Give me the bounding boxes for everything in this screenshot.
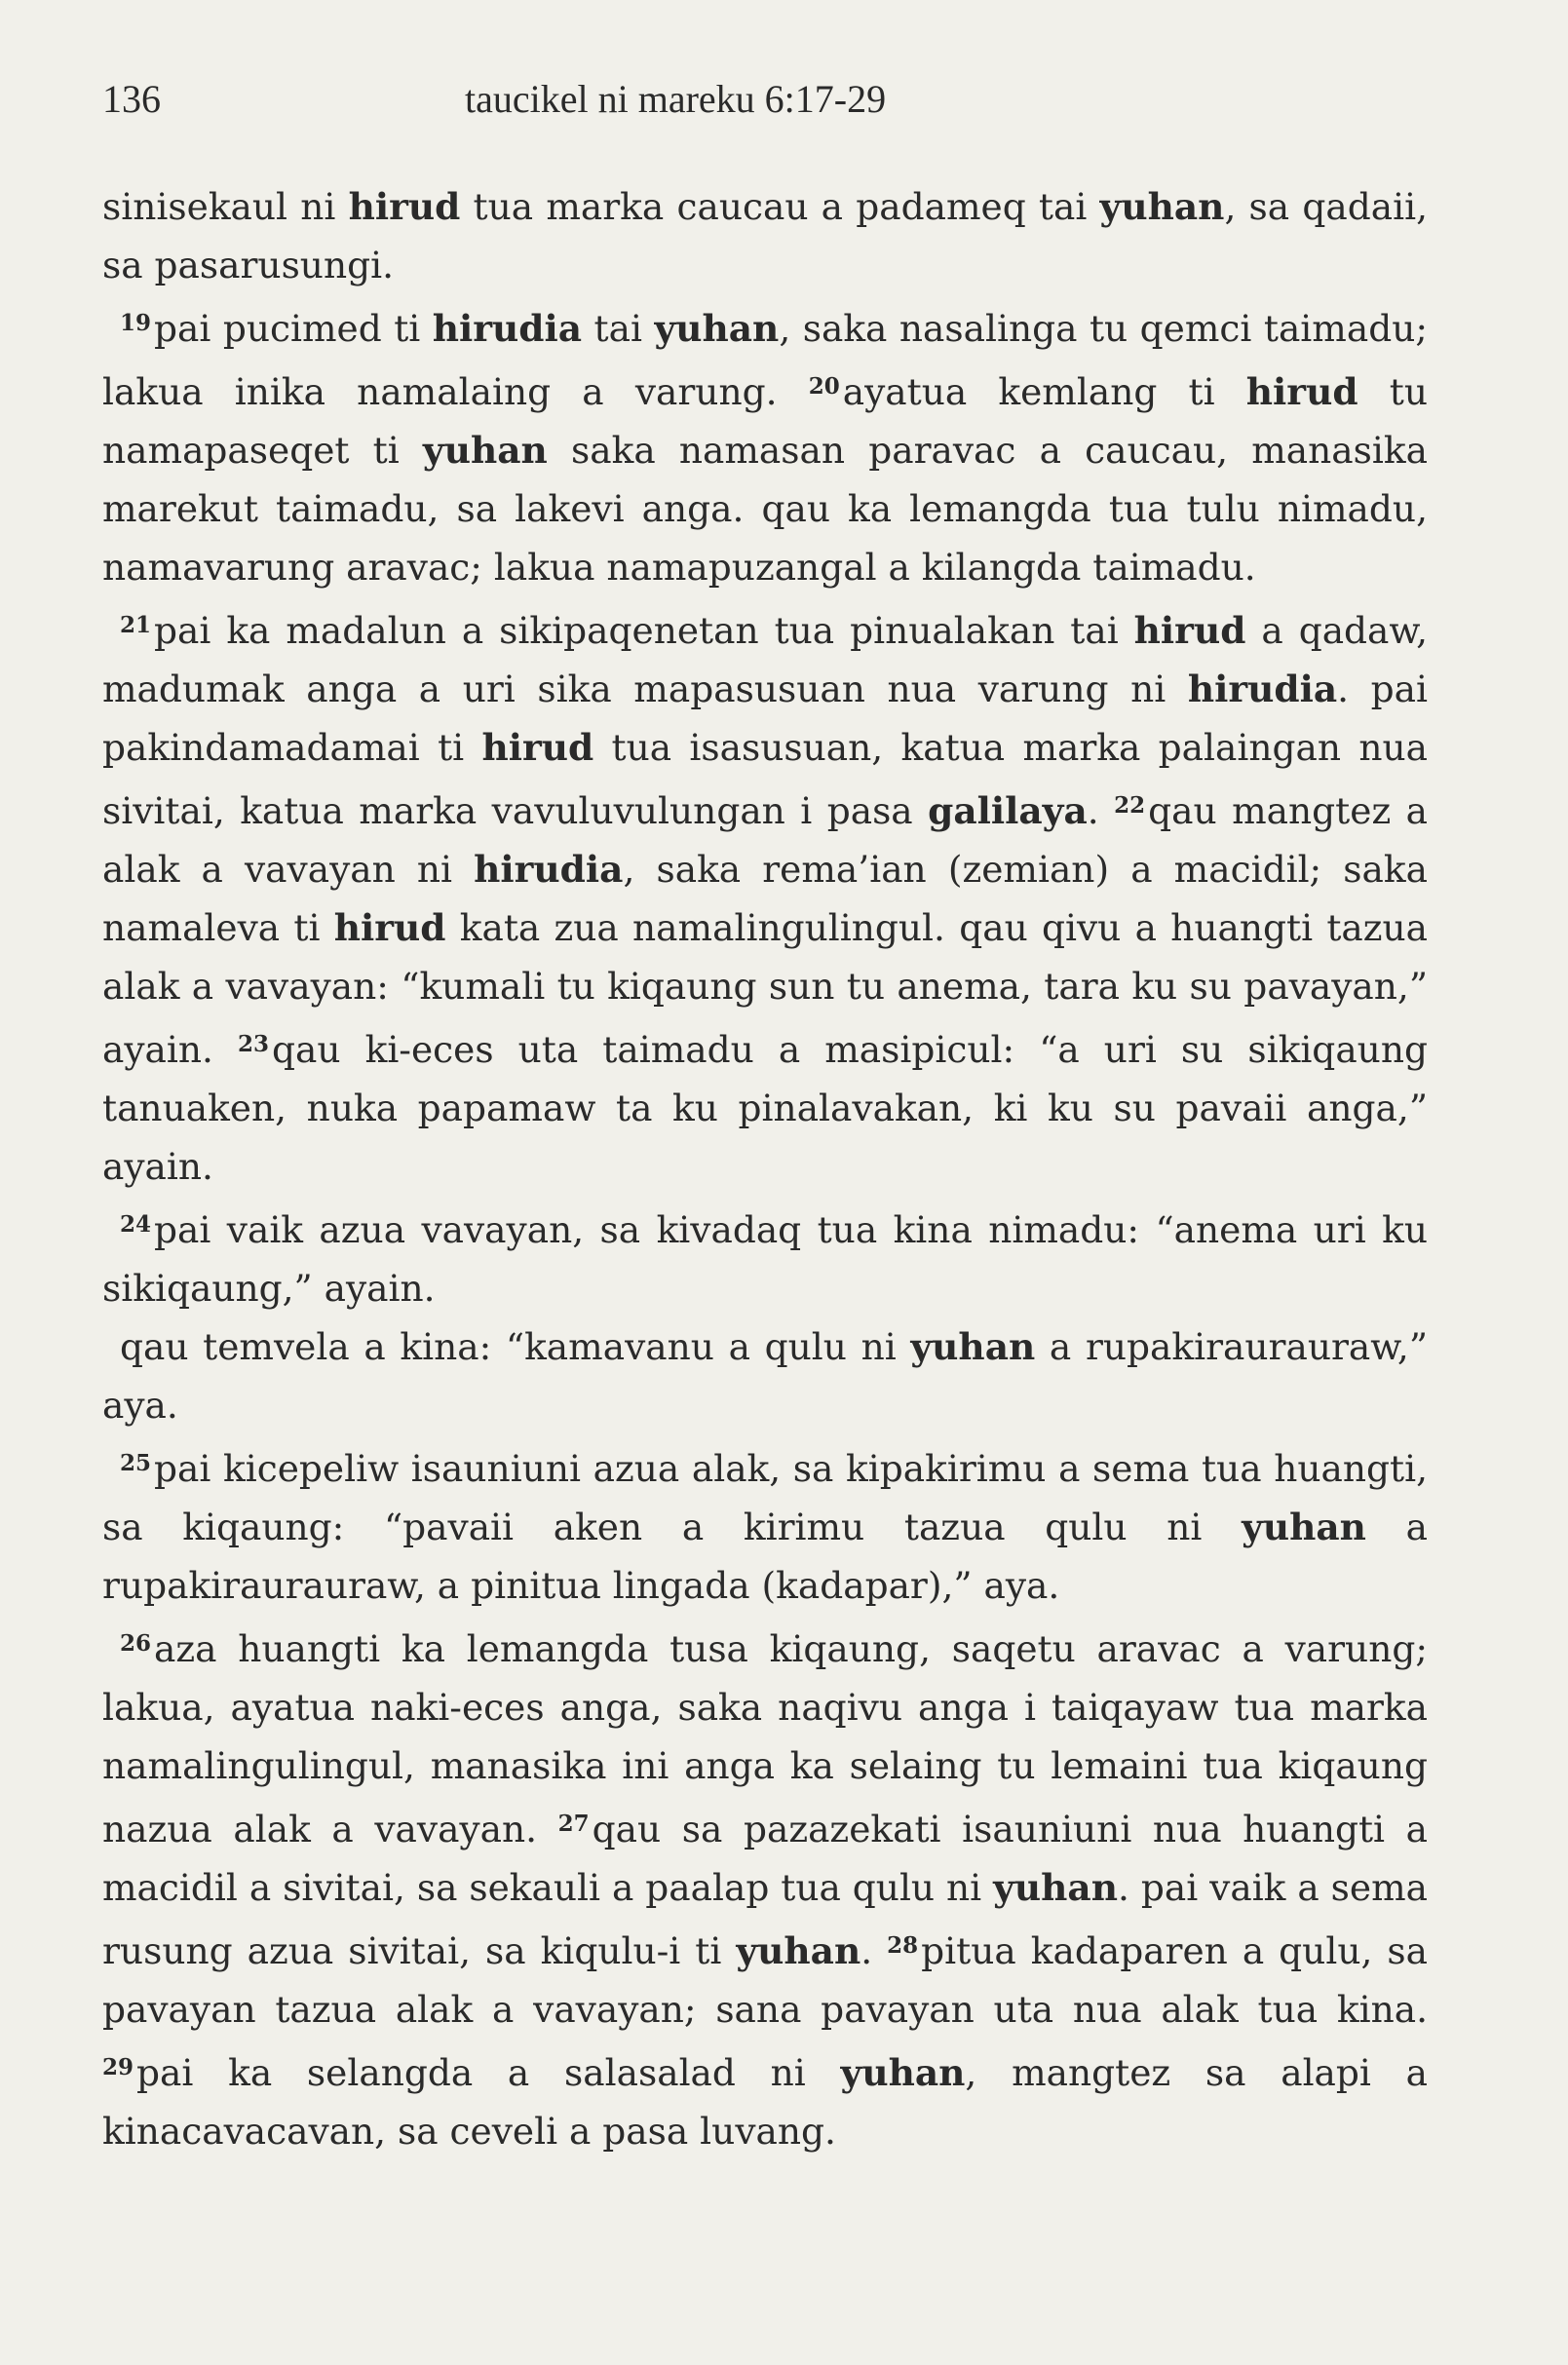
- text-run: a rupakiraurauraw, a pinitua lingada (kadapar),” aya.: [102, 1506, 1428, 1607]
- verse-number: 27: [557, 1811, 590, 1837]
- text-run: aza huangti ka lemangda tusa kiqaung, saqetu aravac a varung; lakua, ayatua naki-eces anga, saka naqivu anga i taiqayaw tua marka namalingulingul, manasika ini anga ka selaing tu lemaini tua kiqaung nazua alak a vavayan.: [102, 1627, 1428, 1850]
- verse-number: 21: [120, 612, 152, 638]
- verse-number: 24: [120, 1211, 152, 1238]
- paragraph: [102, 1615, 1428, 2160]
- text-run: sinisekaul ni: [102, 185, 349, 228]
- text-run: . pai pakindamadamai ti: [102, 668, 1428, 769]
- text-run: kata zua namalingulingul. qau qivu a huangti tazua alak a vavayan: “kumali tu kiqaung sun tu anema, tara ku su pavayan,” ayain.: [102, 906, 1429, 1071]
- verse-number: 20: [808, 373, 840, 400]
- bold-name: hirudia: [1187, 668, 1338, 710]
- bold-name: galilaya: [928, 789, 1088, 832]
- bold-name: yuhan: [1099, 185, 1225, 228]
- text-run: pai ka selangda a salasalad ni: [136, 2051, 841, 2094]
- paragraph: [102, 1196, 1428, 1317]
- verse-number: 22: [1114, 792, 1146, 819]
- text-run: , mangtez sa alapi a kinacavacavan, sa ceveli a pasa luvang.: [102, 2051, 1428, 2153]
- text-run: tai: [582, 307, 655, 350]
- text-run: , sa qadaii, sa pasarusungi.: [102, 185, 1428, 286]
- verse-number: 26: [120, 1630, 152, 1657]
- text-run: qau temvela a kina: “kamavanu a qulu ni: [120, 1325, 911, 1368]
- bold-name: hirud: [348, 185, 461, 228]
- bold-name: hirud: [333, 906, 446, 949]
- text-run: tua isasusuan, katua marka palaingan nua sivitai, katua marka vavuluvulungan i pasa: [102, 726, 1429, 832]
- text-run: pitua kadaparen a qulu, sa pavayan tazua alak a vavayan; sana pavayan uta nua alak tua kina.: [102, 1929, 1428, 2031]
- paragraph: [102, 596, 1428, 1196]
- verse-number: 19: [120, 310, 152, 336]
- verse-number: 28: [887, 1932, 919, 1959]
- text-run: a rupakiraurauraw,” aya.: [102, 1325, 1428, 1427]
- bold-name: yuhan: [910, 1325, 1036, 1368]
- verse-number: 25: [120, 1450, 152, 1476]
- text-run: . pai vaik a sema rusung azua sivitai, sa kiqulu-i ti: [102, 1866, 1428, 1972]
- text-run: pai kicepeliw isauniuni azua alak, sa kipakirimu a sema tua huangti, sa kiqaung: “pavaii aken a kirimu tazua qulu ni: [102, 1447, 1428, 1548]
- text-run: qau mangtez a alak a vavayan ni: [102, 789, 1428, 891]
- text-run: tua marka caucau a padameq tai: [460, 185, 1100, 228]
- text-run: saka namasan paravac a caucau, manasika marekut taimadu, sa lakevi anga. qau ka lemangda tua tulu nimadu, namavarung aravac; lakua namapuzangal a kilangda taimadu.: [102, 429, 1428, 589]
- text-run: pai vaik azua vavayan, sa kivadaq tua kina nimadu: “anema uri ku sikiqaung,” ayain.: [102, 1208, 1428, 1310]
- bold-name: hirud: [1245, 370, 1358, 413]
- page-header: [102, 66, 1428, 134]
- page-number: 136: [102, 77, 161, 121]
- text-run: ayatua kemlang ti: [842, 370, 1246, 413]
- bold-name: yuhan: [736, 1929, 861, 1972]
- text-run: pai ka madalun a sikipaqenetan tua pinualakan tai: [154, 609, 1134, 652]
- bold-name: yuhan: [654, 307, 780, 350]
- text-run: .: [1087, 789, 1115, 832]
- paragraph: [102, 1434, 1428, 1615]
- text-run: .: [860, 1929, 888, 1972]
- verse-number: 23: [238, 1031, 270, 1057]
- text-run: , saka rema’ian (zemian) a macidil; saka namaleva ti: [102, 848, 1428, 949]
- bold-name: yuhan: [840, 2051, 966, 2094]
- text-run: qau ki-eces uta taimadu a masipicul: “a uri su sikiqaung tanuaken, nuka papamaw ta ku pinalavakan, ki ku su pavaii anga,” ayain.: [102, 1028, 1428, 1188]
- body-text: [102, 177, 1428, 2160]
- bold-name: hirud: [1133, 609, 1246, 652]
- paragraph: [102, 177, 1428, 294]
- verse-number: 29: [102, 2054, 134, 2080]
- bold-name: hirudia: [432, 307, 583, 350]
- text-run: qau sa pazazekati isauniuni nua huangti a macidil a sivitai, sa sekauli a paalap tua qulu ni: [102, 1808, 1428, 1909]
- bold-name: hirud: [481, 726, 594, 769]
- paragraph: [102, 294, 1428, 596]
- text-run: a qadaw, madumak anga a uri sika mapasusuan nua varung ni: [102, 609, 1428, 710]
- bold-name: hirudia: [474, 848, 624, 891]
- bold-name: yuhan: [1242, 1506, 1366, 1548]
- text-run: , saka nasalinga tu qemci taimadu; lakua inika namalaing a varung.: [102, 307, 1429, 413]
- text-run: pai pucimed ti: [154, 307, 433, 350]
- running-title: taucikel ni mareku 6:17-29: [465, 77, 887, 121]
- paragraph: [102, 1317, 1428, 1434]
- bold-name: yuhan: [422, 429, 548, 472]
- text-run: tu namapaseqet ti: [102, 370, 1428, 472]
- bold-name: yuhan: [993, 1866, 1118, 1909]
